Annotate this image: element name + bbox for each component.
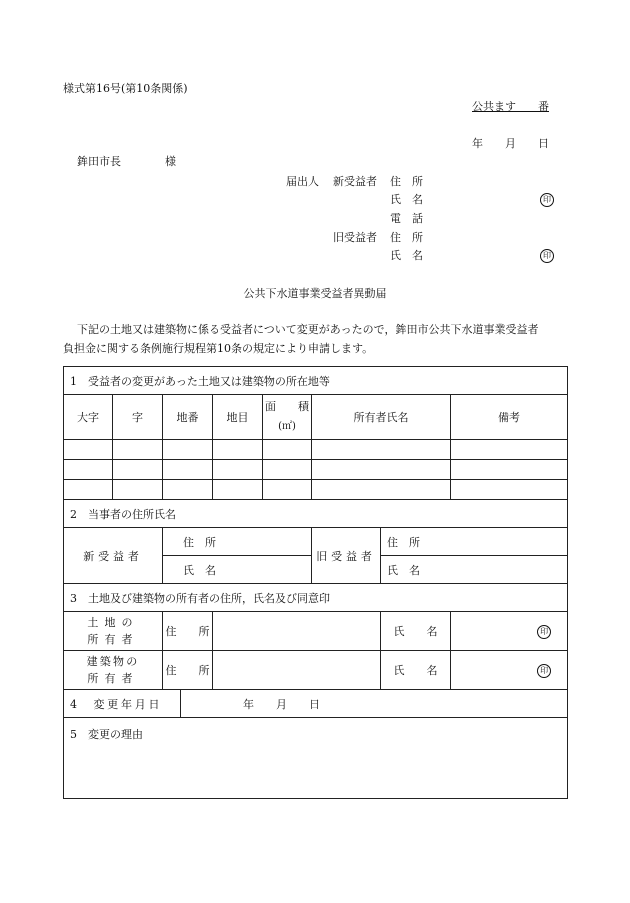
seal-mark: 印 (540, 249, 554, 263)
cell-aza[interactable] (113, 460, 163, 480)
applicant-new-address-label: 住 所 (390, 175, 423, 188)
cell-chiban[interactable] (163, 440, 213, 460)
cell-owner-name[interactable] (312, 440, 451, 460)
col-area-label: 面 積 (265, 400, 309, 413)
table-row (64, 460, 568, 480)
cell-owner-name[interactable] (312, 480, 451, 500)
seal-mark: 印 (540, 193, 554, 207)
cell-remarks[interactable] (451, 440, 568, 460)
section1-heading: 1 受益者の変更があった土地又は建築物の所在地等 (64, 367, 568, 395)
cell-aza[interactable] (113, 440, 163, 460)
col-area (263, 395, 312, 440)
cell-area[interactable] (263, 460, 312, 480)
cell-chiban[interactable] (163, 480, 213, 500)
section2-heading: 2 当事者の住所氏名 (64, 500, 568, 528)
section2-old-beneficiary-label: 旧受益者 (312, 528, 381, 584)
document-title: 公共下水道事業受益者異動届 (243, 287, 387, 300)
document-number: 公共ます 番 (472, 100, 549, 113)
building-owner-label-line1: 建築物の (86, 655, 140, 668)
building-owner-address-field[interactable] (213, 651, 381, 690)
land-owner-address-field[interactable] (213, 612, 381, 651)
old-beneficiary-label: 旧受益者 (333, 231, 377, 244)
cell-chimoku[interactable] (213, 480, 263, 500)
cell-remarks[interactable] (451, 480, 568, 500)
land-owner-address-label: 住 所 (163, 612, 213, 651)
land-owner-name-field[interactable] (451, 612, 568, 651)
addressee: 鉾田市長 様 (77, 155, 176, 168)
section5-heading: 5 変更の理由 (70, 728, 143, 741)
cell-area[interactable] (263, 440, 312, 460)
land-owner-label (64, 612, 163, 651)
cell-oaza[interactable] (64, 440, 113, 460)
table-row (64, 480, 568, 500)
applicant-label: 届出人 (286, 175, 319, 188)
section4-heading: 4 変更年月日 (64, 690, 181, 718)
applicant-old-address-label: 住 所 (390, 231, 423, 244)
seal-mark: 印 (537, 625, 551, 639)
table-row (64, 440, 568, 460)
applicant-new-name-label: 氏 名 (390, 193, 423, 206)
building-owner-name-label: 氏 名 (381, 651, 451, 690)
col-area-unit: (㎡) (278, 421, 296, 432)
cell-chiban[interactable] (163, 460, 213, 480)
section2-new-name[interactable]: 氏 名 (163, 556, 312, 584)
body-text-line1: 下記の土地又は建築物に係る受益者について変更があったので，鉾田市公共下水道事業受益者 (77, 323, 539, 336)
building-owner-address-label: 住 所 (163, 651, 213, 690)
body-text-line2: 負担金に関する条例施行規程第10条の規定により申請します。 (63, 342, 374, 355)
form-table (63, 366, 568, 799)
section5-reason[interactable] (64, 718, 568, 799)
form-number: 様式第16号(第10条関係) (63, 82, 188, 95)
land-owner-label-line1: 土地の (87, 616, 139, 629)
building-owner-name-field[interactable] (451, 651, 568, 690)
col-oaza: 大字 (64, 395, 113, 440)
col-chimoku: 地目 (213, 395, 263, 440)
building-owner-label-line2: 所有者 (87, 672, 139, 685)
section2-new-beneficiary-label: 新受益者 (64, 528, 163, 584)
col-aza: 字 (113, 395, 163, 440)
cell-chimoku[interactable] (213, 440, 263, 460)
building-owner-label (64, 651, 163, 690)
seal-mark: 印 (537, 664, 551, 678)
section2-old-address[interactable]: 住 所 (381, 528, 568, 556)
col-owner-name: 所有者氏名 (312, 395, 451, 440)
applicant-phone-label: 電 話 (390, 212, 423, 225)
cell-oaza[interactable] (64, 480, 113, 500)
section3-heading: 3 土地及び建築物の所有者の住所，氏名及び同意印 (64, 584, 568, 612)
cell-remarks[interactable] (451, 460, 568, 480)
section2-new-address[interactable]: 住 所 (163, 528, 312, 556)
land-owner-name-label: 氏 名 (381, 612, 451, 651)
cell-aza[interactable] (113, 480, 163, 500)
cell-area[interactable] (263, 480, 312, 500)
date-line: 年 月 日 (472, 137, 549, 150)
new-beneficiary-label: 新受益者 (333, 175, 377, 188)
col-chiban: 地番 (163, 395, 213, 440)
section2-old-name[interactable]: 氏 名 (381, 556, 568, 584)
section4-date-field[interactable]: 年 月 日 (181, 690, 568, 718)
cell-owner-name[interactable] (312, 460, 451, 480)
applicant-old-name-label: 氏 名 (390, 249, 423, 262)
col-remarks: 備考 (451, 395, 568, 440)
land-owner-label-line2: 所有者 (87, 633, 139, 646)
cell-chimoku[interactable] (213, 460, 263, 480)
cell-oaza[interactable] (64, 460, 113, 480)
